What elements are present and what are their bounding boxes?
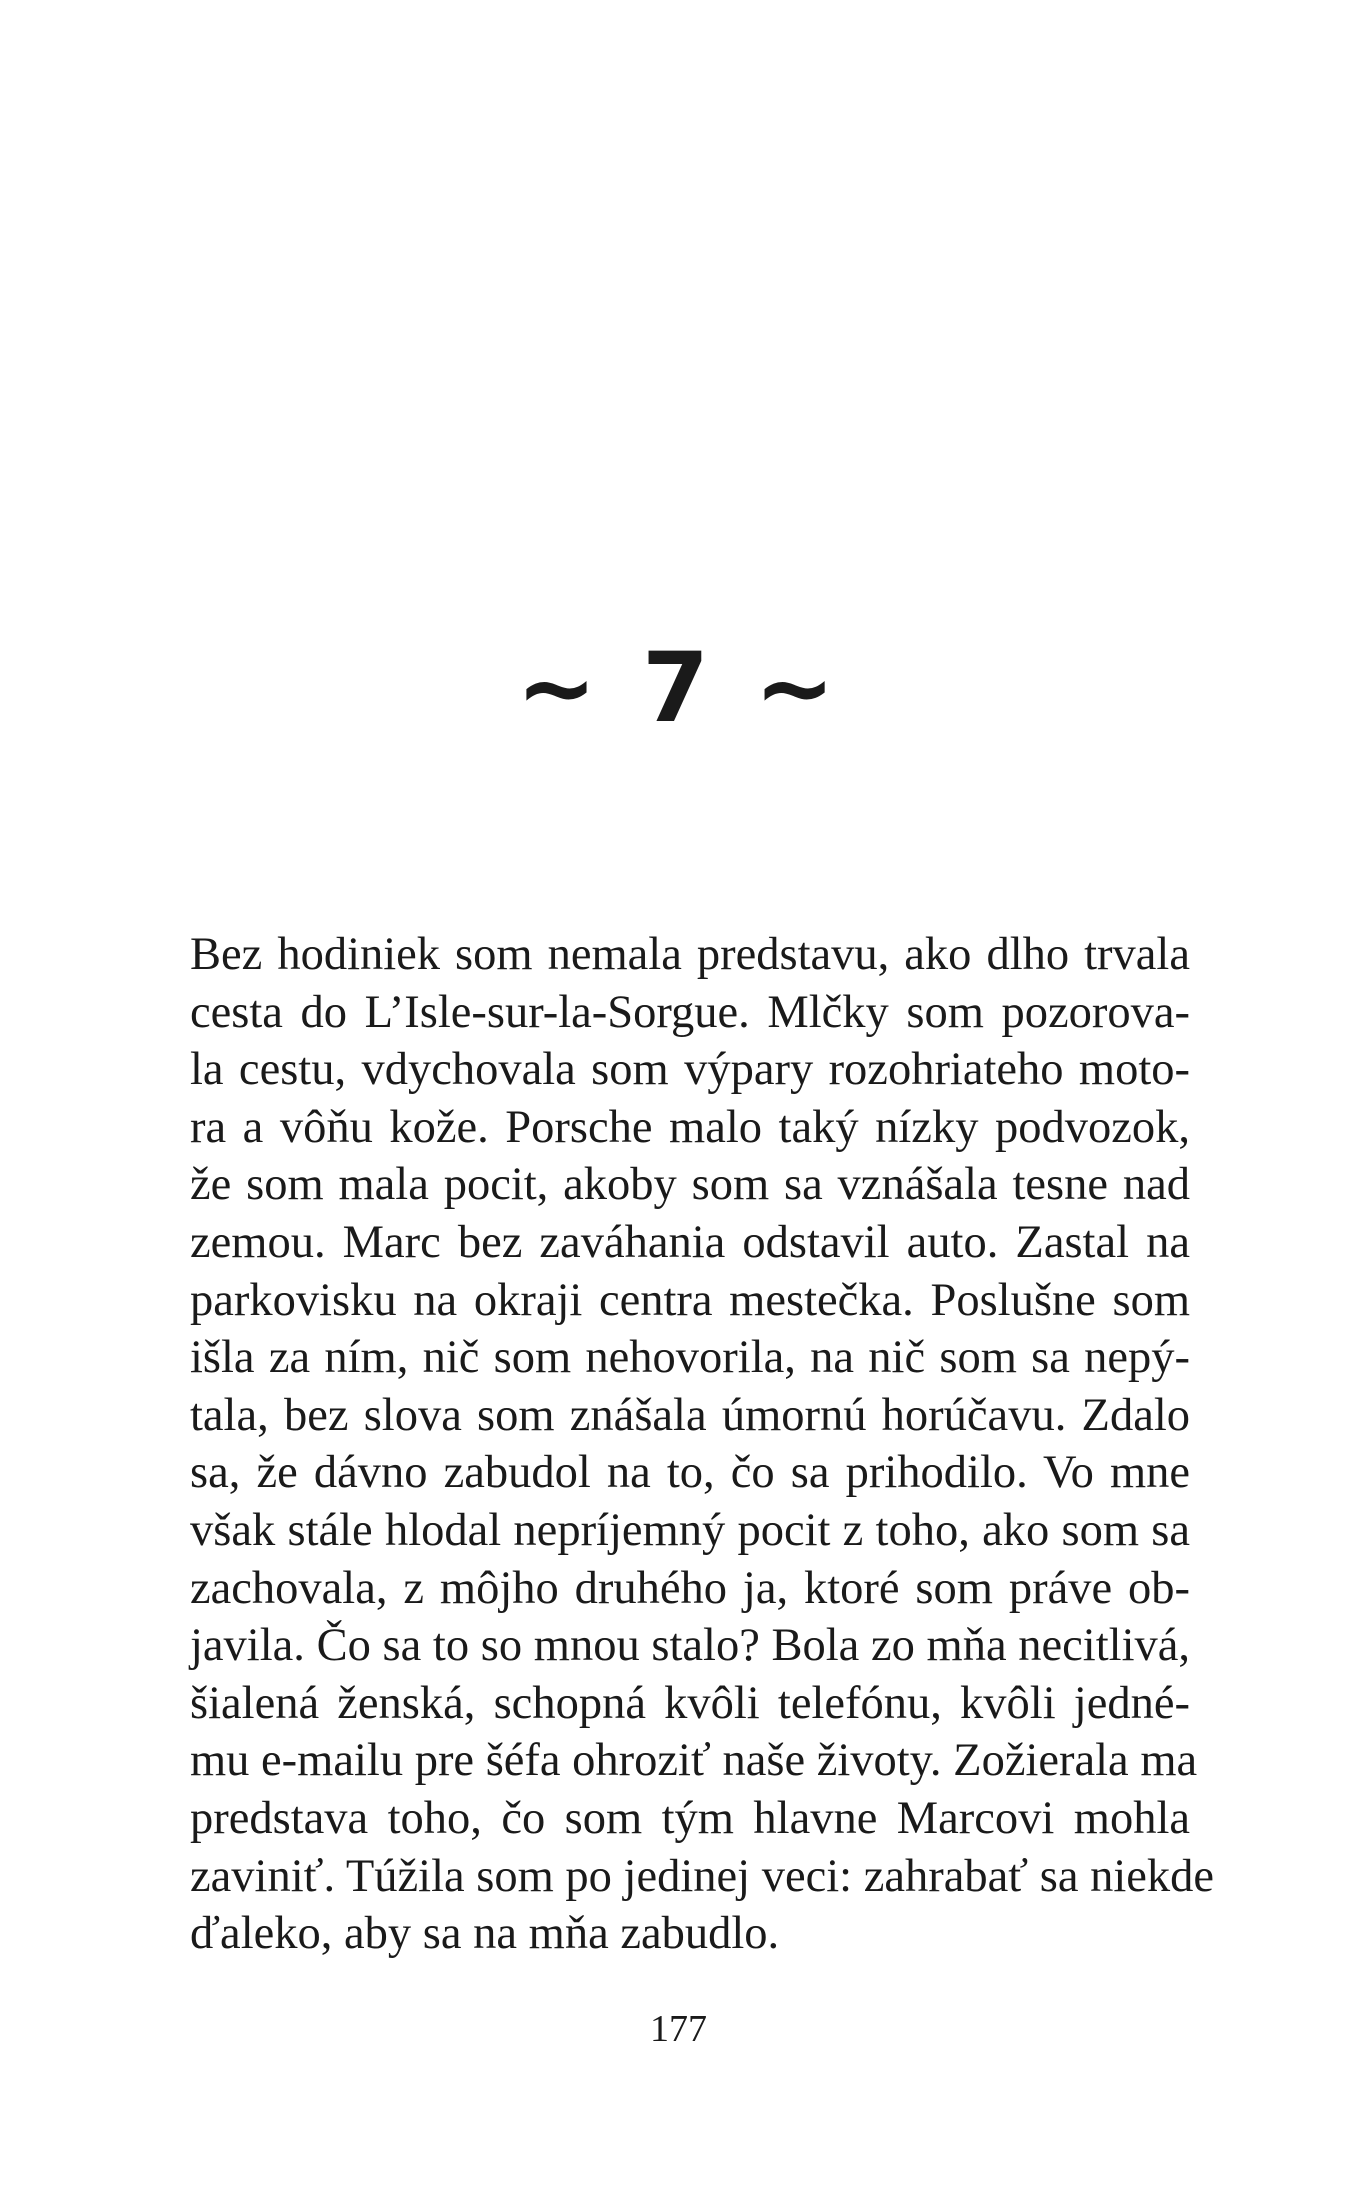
body-text xyxy=(190,926,1215,1963)
text-line: však stále hlodal nepríjemný pocit z toho, ako som sa xyxy=(190,1504,1190,1556)
text-line: parkovisku na okraji centra mestečka. Poslušne som xyxy=(190,1274,1190,1326)
text-line: zemou. Marc bez zaváhania odstavil auto. Zastal na xyxy=(190,1216,1190,1268)
text-line: la cestu, vdychovala som výpary rozohriateho moto- xyxy=(190,1044,1190,1096)
text-line: mu e-mailu pre šéfa ohroziť naše životy. Zožierala ma xyxy=(190,1735,1198,1787)
text-line: javila. Čo sa to so mnou stalo? Bola zo mňa necitlivá, xyxy=(190,1620,1190,1672)
text-line: cesta do L’Isle-sur-la-Sorgue. Mlčky som pozorova- xyxy=(190,986,1190,1038)
text-line: Bez hodiniek som nemala predstavu, ako dlho trvala xyxy=(190,929,1190,980)
text-line: že som mala pocit, akoby som sa vznášala tesne nad xyxy=(190,1159,1190,1211)
text-line-last: ďaleko, aby sa na mňa zabudlo. xyxy=(190,1908,780,1960)
text-line: ra a vôňu kože. Porsche malo taký nízky podvozok, xyxy=(190,1101,1190,1153)
page-number: 177 xyxy=(650,2008,707,2050)
text-line: sa, že dávno zabudol na to, čo sa prihodilo. Vo mne xyxy=(190,1447,1190,1499)
text-line: zaviniť. Túžila som po jedinej veci: zahrabať sa niekde xyxy=(190,1850,1215,1902)
text-line: tala, bez slova som znášala úmornú horúčavu. Zdalo xyxy=(190,1389,1190,1441)
text-line: išla za ním, nič som nehovorila, na nič som sa nepý- xyxy=(190,1332,1190,1384)
text-line: predstava toho, čo som tým hlavne Marcovi mohla xyxy=(190,1792,1190,1844)
text-line: zachovala, z môjho druhého ja, ktoré som práve ob- xyxy=(190,1562,1190,1614)
text-line: šialená ženská, schopná kvôli telefónu, kvôli jedné- xyxy=(190,1677,1190,1729)
chapter-heading: ~ 7 ~ xyxy=(516,632,841,744)
